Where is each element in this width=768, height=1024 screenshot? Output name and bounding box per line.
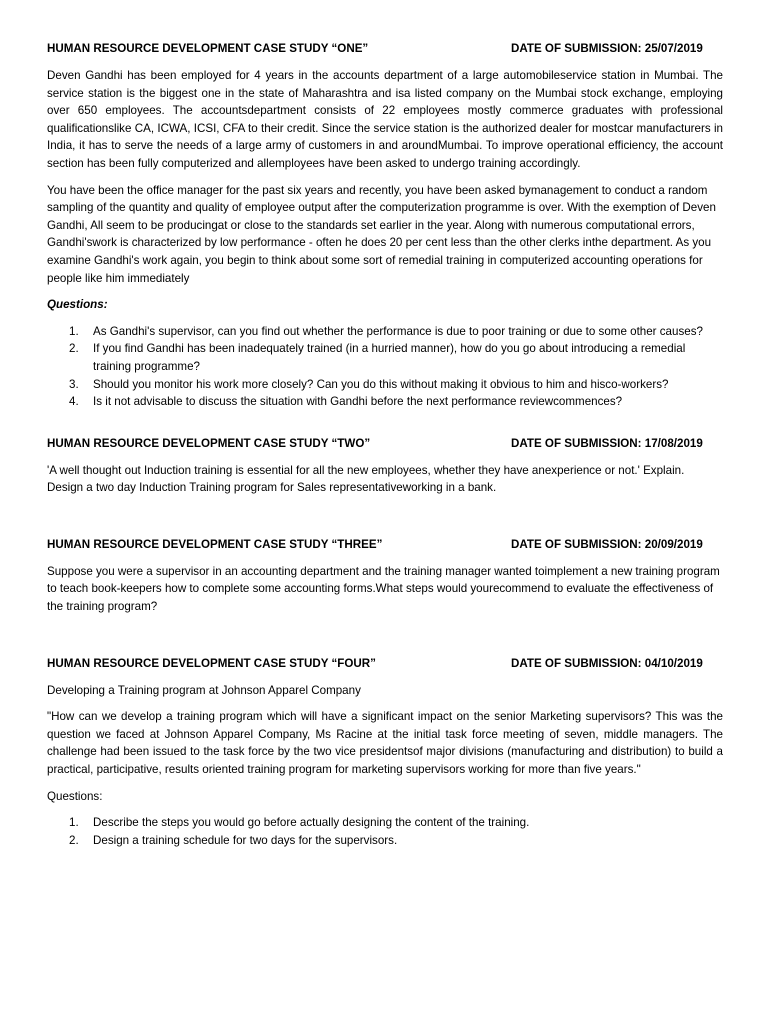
case-study-three (47, 536, 723, 616)
question-text: As Gandhi's supervisor, can you find out whether the performance is due to poor training or due to some other causes? (93, 324, 703, 338)
question-item (47, 323, 723, 341)
case-title: HUMAN RESOURCE DEVELOPMENT CASE STUDY “ONE” (47, 42, 369, 55)
case-subtitle: Developing a Training program at Johnson Apparel Company (47, 683, 361, 697)
question-item (47, 340, 723, 375)
question-number: 1. (69, 324, 79, 338)
case-title: HUMAN RESOURCE DEVELOPMENT CASE STUDY “TWO” (47, 436, 371, 450)
question-number: 2. (69, 342, 79, 356)
case-paragraph: "How can we develop a training program which will have a significant impact on the senior Marketing supervisors? This was the question we faced at Johnson Apparel Company, Ms Racine at the initial task force meeting of seven, middle managers. The challenge had been issued to the task force by the two vice presidentsof major divisions (manufacturing and distribution) to build a practical, participative, results oriented training program for marketing supervisors working for more than five years." (47, 710, 723, 777)
question-item (47, 814, 723, 832)
case-paragraph: Deven Gandhi has been employed for 4 years in the accounts department of a large automobileservice station in Mumbai. The service station is the biggest one in the state of Maharashtra and isa listed company on the Mumbai stock exchange, employing over 650 employees. The accountsdepartment consists of 22 employees mostly commerce graduates with professional qualificationslike CA, ICWA, ICSI, CFA to their credit. Since the service station is the authorized dealer for mostcar manufacturers in India, it has to serve the needs of a large army of customers in and aroundMumbai. To improve operational efficiency, the account section has been fully computerized and allemployees have been asked to undergo training accordingly. (47, 69, 723, 170)
case-title: HUMAN RESOURCE DEVELOPMENT CASE STUDY “FOUR” (47, 656, 376, 670)
question-number: 4. (69, 395, 79, 409)
questions-list (47, 814, 723, 849)
case-study-four (47, 655, 723, 850)
question-text: Describe the steps you would go before actually designing the content of the training. (93, 816, 530, 830)
case-paragraph: 'A well thought out Induction training is essential for all the new employees, whether they have anexperience or not.' Explain. Design a two day Induction Training program for Sales representativeworking in a bank. (47, 463, 685, 495)
submission-date: DATE OF SUBMISSION: 17/08/2019 (511, 436, 703, 450)
question-item (47, 376, 723, 394)
questions-list (47, 323, 723, 411)
case-header (47, 435, 723, 453)
question-item (47, 393, 723, 411)
submission-date: DATE OF SUBMISSION: 04/10/2019 (511, 656, 703, 670)
case-title: HUMAN RESOURCE DEVELOPMENT CASE STUDY “THREE” (47, 537, 383, 551)
question-text: If you find Gandhi has been inadequately trained (in a hurried manner), how do you go about introducing a remedial training programme? (93, 342, 686, 373)
question-item (47, 832, 723, 850)
case-study-two (47, 435, 723, 497)
question-number: 2. (69, 833, 79, 847)
question-text: Should you monitor his work more closely? Can you do this without making it obvious to him and hisco-workers? (93, 377, 669, 391)
case-study-one (47, 40, 723, 411)
submission-date: DATE OF SUBMISSION: 20/09/2019 (511, 537, 703, 551)
case-header (47, 655, 723, 673)
case-paragraph: Suppose you were a supervisor in an accounting department and the training manager wanted toimplement a new training program to teach book-keepers how to complete some accounting forms.What steps would yourecommend to evaluate the effectiveness of the training program? (47, 564, 720, 614)
question-number: 3. (69, 377, 79, 391)
question-text: Is it not advisable to discuss the situation with Gandhi before the next performance reviewcommences? (93, 395, 623, 409)
submission-date: DATE OF SUBMISSION: 25/07/2019 (511, 42, 703, 55)
questions-label: Questions: (47, 789, 103, 803)
questions-label: Questions: (47, 298, 108, 312)
question-text: Design a training schedule for two days for the supervisors. (93, 833, 398, 847)
question-number: 1. (69, 816, 79, 830)
case-paragraph: You have been the office manager for the past six years and recently, you have been asked bymanagement to conduct a random sampling of the quantity and quality of employee output after the computerization programme is over. With the exemption of Deven Gandhi, All seem to be producingat or close to the standards set earlier in the year. Along with numerous computational errors, Gandhi'swork is characterized by low performance - often he does 20 per cent less than the other clerks inthe department. As you examine Gandhi's work again, you begin to think about some sort of remedial training in computerized accounting operations for people like him immediately (47, 183, 716, 285)
document-page (47, 40, 723, 849)
case-header (47, 536, 723, 554)
case-header (47, 40, 723, 58)
